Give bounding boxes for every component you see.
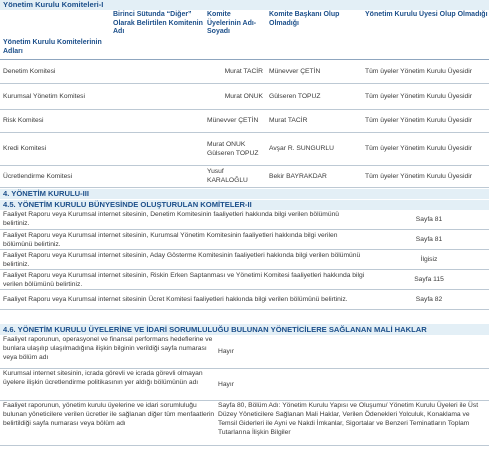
committee-other <box>110 165 204 187</box>
table-row <box>0 210 489 230</box>
report-question: Faaliyet Raporu veya Kurumsal internet sitesinin, Kurumsal Yönetim Komitesinin faaliyetleri hakkında bilgi verilen bölümünü belirtiniz. <box>0 230 366 250</box>
rights-value: Sayfa 80, Bölüm Adı: Yönetim Kurulu Yapısı ve Oluşumu/ Yönetim Kurulu Üyeleri ile Üst Düzey Yöneticilere Sağlanan Mali Haklar, Verilen Ödenekleri Yolculuk, Konaklama ve Temsil Giderleri ile Ayni ve Nakdi İmkanlar, Sigortalar ve Benzeri Teminatların Toplam Tutarlarına İlişkin Bilgiler <box>215 400 489 445</box>
committee-reports-table <box>0 210 489 311</box>
header-other-name: Birinci Sütunda “Diğer” Olarak Belirtilen Komitenin Adı <box>110 10 204 59</box>
header-board-member: Yönetim Kurulu Üyesi Olup Olmadığı <box>362 10 489 59</box>
committee-member: Münevver ÇETİN <box>204 109 266 132</box>
committee-member: Murat ONUK Gülseren TOPUZ <box>204 132 266 165</box>
committee-board: Tüm üyeler Yönetim Kurulu Üyesidir <box>362 59 489 83</box>
committee-name: Kurumsal Yönetim Komitesi <box>0 83 110 109</box>
report-question: Faaliyet Raporu veya Kurumsal internet sitesinin, Denetim Komitesinin faaliyetleri hakkında bilgi verilen bölümünü belirtiniz. <box>0 210 366 230</box>
report-question: Faaliyet Raporu veya Kurumsal internet sitesinin Ücret Komitesi faaliyetleri hakkında bilgi verilen bölümünü belirtiniz. <box>0 290 366 310</box>
section-4-5-title: 4.5. YÖNETİM KURULU BÜNYESİNDE OLUŞTURULAN KOMİTELER-II <box>0 200 489 210</box>
report-value: Sayfa 82 <box>366 290 489 310</box>
committee-chair: Münevver ÇETİN <box>266 59 362 83</box>
table-row <box>0 400 489 445</box>
committee-member: Murat ONUK <box>204 83 266 109</box>
report-value: İlgisiz <box>366 250 489 270</box>
committee-other <box>110 132 204 165</box>
committee-chair: Avşar R. SUNGURLU <box>266 132 362 165</box>
table-row <box>0 368 489 400</box>
table-row <box>0 132 489 165</box>
committee-member: Yusuf KARALOĞLU <box>204 165 266 187</box>
table-row <box>0 83 489 109</box>
committee-board: Tüm üyeler Yönetim Kurulu Üyesidir <box>362 83 489 109</box>
table-row <box>0 59 489 83</box>
committee-other <box>110 109 204 132</box>
committee-name: Risk Komitesi <box>0 109 110 132</box>
report-question: Faaliyet Raporu veya Kurumsal internet sitesinin, Riskin Erken Saptanması ve Yönetimi Komitesi faaliyetleri hakkında bilgi verilen bölümünü belirtiniz. <box>0 270 366 290</box>
rights-value: Hayır <box>215 368 489 400</box>
rights-question: Kurumsal internet sitesinin, icrada görevli ve icrada görevli olmayan üyelere ilişkin ücretlendirme politikasının yer aldığı bölümünün adı <box>0 368 215 400</box>
section-4-6-title: 4.6. YÖNETİM KURULU ÜYELERİNE VE İDARİ SORUMLULUĞU BULUNAN YÖNETİCİLERE SAĞLANAN MALİ HAKLAR <box>0 324 489 335</box>
table-row <box>0 165 489 187</box>
committee-name: Kredi Komitesi <box>0 132 110 165</box>
table-row <box>0 230 489 250</box>
header-member-name: Komite Üyelerinin Adı-Soyadı <box>204 10 266 59</box>
committee-member: Murat TACİR <box>204 59 266 83</box>
committee-board: Tüm üyeler Yönetim Kurulu Üyesidir <box>362 109 489 132</box>
committee-board: Tüm üyeler Yönetim Kurulu Üyesidir <box>362 165 489 187</box>
report-value: Sayfa 81 <box>366 230 489 250</box>
committees-table <box>0 10 489 188</box>
committee-board: Tüm üyeler Yönetim Kurulu Üyesidir <box>362 132 489 165</box>
committees-header-row <box>0 10 489 59</box>
committee-name: Denetim Komitesi <box>0 59 110 83</box>
table-row <box>0 109 489 132</box>
report-value: Sayfa 81 <box>366 210 489 230</box>
header-committee-name: Yönetim Kurulu Komitelerinin Adları <box>0 10 110 59</box>
committee-other <box>110 83 204 109</box>
table-row <box>0 335 489 368</box>
rights-question: Faaliyet raporunun, yönetim kurulu üyelerine ve idari sorumluluğu bulunan yöneticilere verilen ücretler ile sağlanan diğer tüm menfaatlerin belirtildiği sayfa numarası veya bölüm adı <box>0 400 215 445</box>
rights-question: Faaliyet raporunun, operasyonel ve finansal performans hedeflerine ve bunlara ulaşılıp ulaşılmadığına ilişkin bilginin verildiği sayfa numarası veya bölüm adı <box>0 335 215 368</box>
committee-chair: Bekir BAYRAKDAR <box>266 165 362 187</box>
committee-name: Ücretlendirme Komitesi <box>0 165 110 187</box>
committee-chair: Gülseren TOPUZ <box>266 83 362 109</box>
committees-title: Yönetim Kurulu Komiteleri-I <box>0 0 489 10</box>
financial-rights-table <box>0 335 489 446</box>
table-row <box>0 270 489 290</box>
report-value: Sayfa 115 <box>366 270 489 290</box>
committee-other <box>110 59 204 83</box>
header-chair: Komite Başkanı Olup Olmadığı <box>266 10 362 59</box>
committee-chair: Murat TACİR <box>266 109 362 132</box>
section-4-title: 4. YÖNETİM KURULU-III <box>0 189 489 199</box>
report-question: Faaliyet Raporu veya Kurumsal internet sitesinin, Aday Gösterme Komitesinin faaliyetleri hakkında bilgi verilen bölümünü belirtiniz. <box>0 250 366 270</box>
table-row <box>0 290 489 310</box>
table-row <box>0 250 489 270</box>
rights-value: Hayır <box>215 335 489 368</box>
